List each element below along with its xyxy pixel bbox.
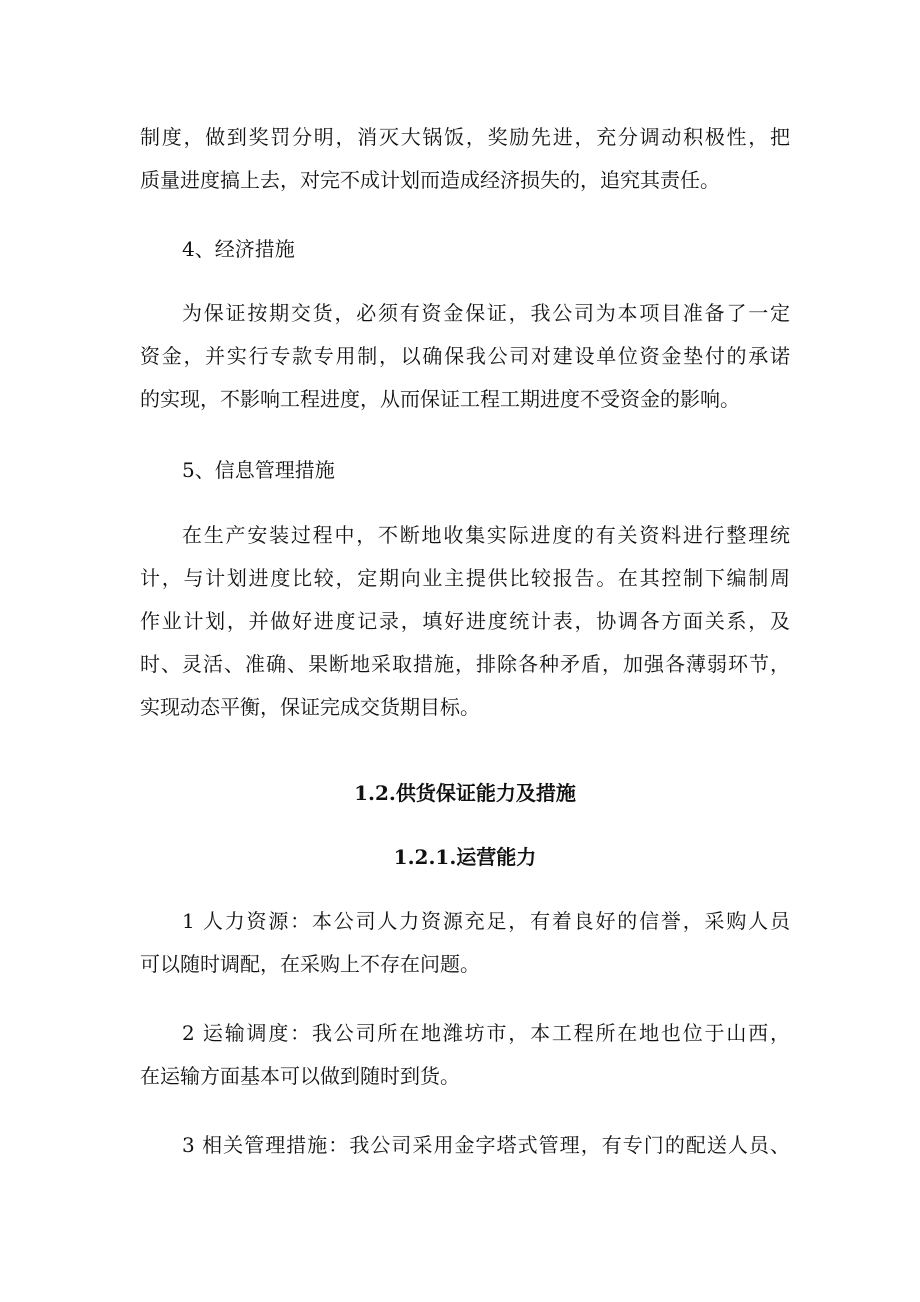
paragraph-line: 2 运输调度：我公司所在地潍坊市，本工程所在地也位于山西，	[182, 1021, 790, 1045]
paragraph-management-measures	[140, 1124, 790, 1167]
paragraph-line: 可以随时调配，在采购上不存在问题。	[140, 952, 480, 976]
section-heading-operating-capacity: 1.2.1.运营能力	[393, 845, 537, 869]
paragraph-line: 3 相关管理措施：我公司采用金字塔式管理，有专门的配送人员、	[182, 1133, 790, 1157]
paragraph-line: 的实现，不影响工程进度，从而保证工程工期进度不受资金的影响。	[140, 387, 740, 411]
paragraph-line: 时、灵活、准确、果断地采取措施，排除各种矛盾，加强各薄弱环节，	[140, 652, 790, 676]
paragraph-line: 制度，做到奖罚分明，消灭大锅饭，奖励先进，充分调动积极性，把	[140, 125, 790, 149]
paragraph-line: 为保证按期交货，必须有资金保证，我公司为本项目准备了一定	[182, 301, 790, 325]
paragraph-economic-measures	[140, 292, 790, 421]
paragraph-line: 1 人力资源：本公司人力资源充足，有着良好的信誉，采购人员	[182, 909, 790, 933]
paragraph-information-management	[140, 514, 790, 729]
paragraph-line: 实现动态平衡，保证完成交货期目标。	[140, 695, 480, 719]
paragraph-reward-system	[140, 116, 790, 202]
paragraph-line: 计，与计划进度比较，定期向业主提供比较报告。在其控制下编制周	[140, 566, 790, 590]
paragraph-transport-dispatch	[140, 1012, 790, 1098]
paragraph-line: 质量进度搞上去，对完不成计划而造成经济损失的，追究其责任。	[140, 168, 720, 192]
paragraph-line: 作业计划，并做好进度记录，填好进度统计表，协调各方面关系，及	[140, 609, 790, 633]
paragraph-line: 在运输方面基本可以做到随时到货。	[140, 1064, 460, 1088]
paragraph-line: 资金，并实行专款专用制，以确保我公司对建设单位资金垫付的承诺	[140, 344, 790, 368]
heading-information-management: 5、信息管理措施	[182, 458, 335, 482]
section-heading-supply-guarantee: 1.2.供货保证能力及措施	[354, 781, 576, 805]
paragraph-line: 在生产安装过程中，不断地收集实际进度的有关资料进行整理统	[182, 523, 790, 547]
heading-economic-measures: 4、经济措施	[182, 237, 295, 261]
paragraph-human-resources	[140, 900, 790, 986]
